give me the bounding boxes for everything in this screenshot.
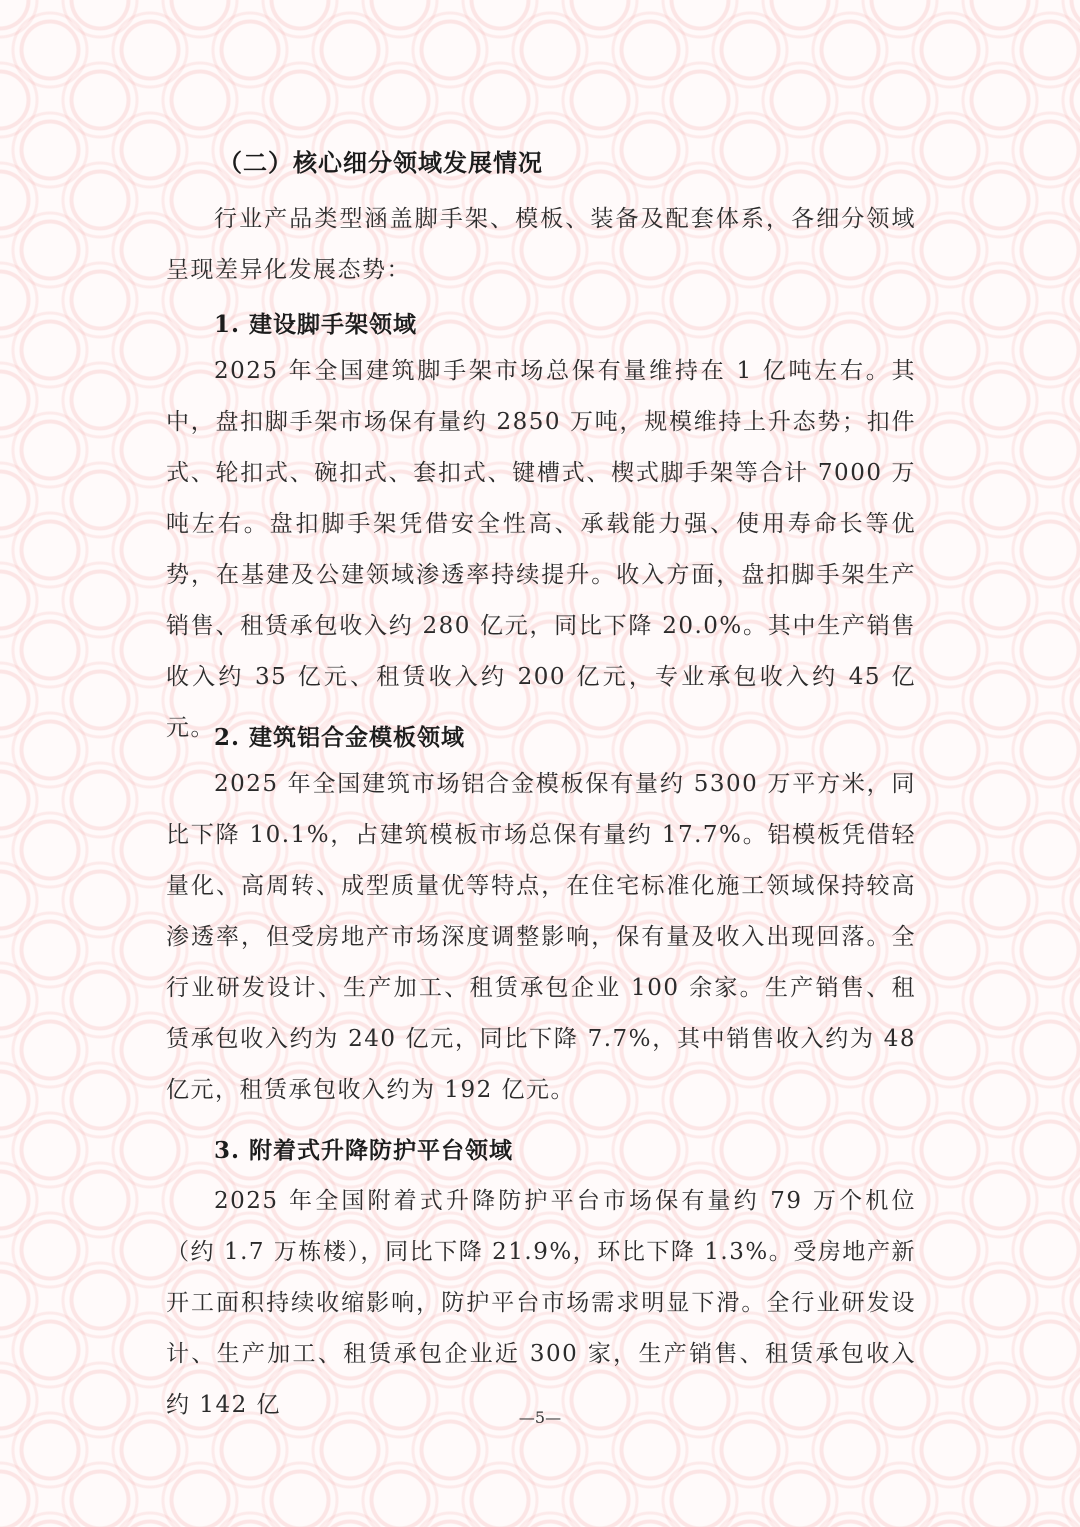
section-title: （二）核心细分领域发展情况 (218, 148, 543, 177)
subsection-1-body: 2025 年全国建筑脚手架市场总保有量维持在 1 亿吨左右。其中，盘扣脚手架市场保有量约 2850 万吨，规模维持上升态势；扣件式、轮扣式、碗扣式、套扣式、键槽式、楔式脚手架等合计 7000 万吨左右。盘扣脚手架凭借安全性高、承载能力强、使用寿命长等优势，在基建及公建领域渗透率持续提升。收入方面，盘扣脚手架生产销售、租赁承包收入约 280 亿元，同比下降 20.0%。其中生产销售收入约 35 亿元、租赁收入约 200 亿元，专业承包收入约 45 亿元。 (166, 358, 916, 741)
subsection-2-title: 2. 建筑铝合金模板领域 (214, 724, 466, 751)
subsection-2-body: 2025 年全国建筑市场铝合金模板保有量约 5300 万平方米，同比下降 10.1%，占建筑模板市场总保有量约 17.7%。铝模板凭借轻量化、高周转、成型质量优等特点，在住宅标准化施工领域保持较高渗透率，但受房地产市场深度调整影响，保有量及收入出现回落。全行业研发设计、生产加工、租赁承包企业 100 余家。生产销售、租赁承包收入约为 240 亿元，同比下降 7.7%，其中销售收入约为 48 亿元，租赁承包收入约为 192 亿元。 (166, 771, 916, 1103)
subsection-1-title: 1. 建设脚手架领域 (214, 311, 418, 338)
subsection-3-title: 3. 附着式升降防护平台领域 (214, 1137, 514, 1164)
subsection-3-body: 2025 年全国附着式升降防护平台市场保有量约 79 万个机位（约 1.7 万栋楼），同比下降 21.9%，环比下降 1.3%。受房地产新开工面积持续收缩影响，防护平台市场需求明显下滑。全行业研发设计、生产加工、租赁承包企业近 300 家，生产销售、租赁承包收入约 142 亿 (166, 1188, 916, 1418)
intro-paragraph: 行业产品类型涵盖脚手架、模板、装备及配套体系，各细分领域呈现差异化发展态势： (166, 206, 916, 283)
page-number: —5— (518, 1408, 562, 1427)
